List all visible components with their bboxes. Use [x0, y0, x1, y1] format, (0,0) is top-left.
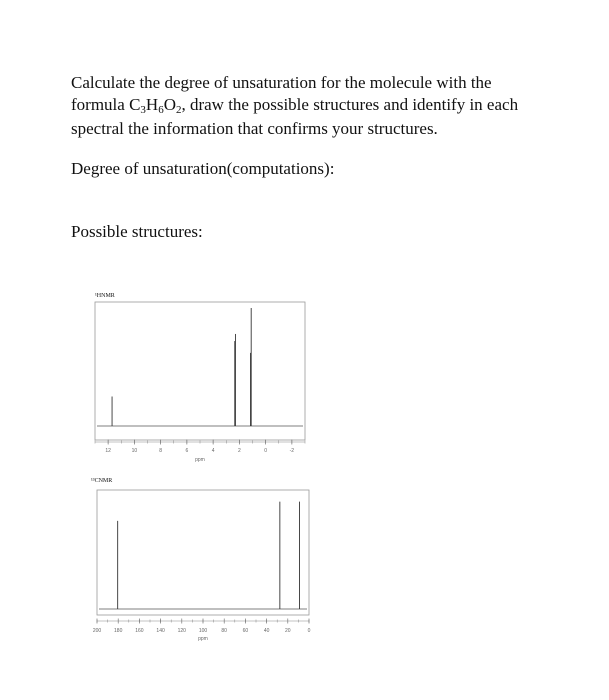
- hnmr-tick-label: 8: [159, 448, 163, 454]
- hnmr-tick-label: 4: [211, 448, 215, 454]
- question-text: [71, 72, 551, 140]
- cnmr-tick-label: 20: [285, 628, 291, 634]
- cnmr-spectrum-chart: [84, 487, 316, 647]
- hnmr-spectrum-chart: [93, 300, 308, 470]
- subscript-o: 2: [175, 104, 182, 116]
- hnmr-tick-label: 2: [237, 448, 241, 454]
- formula-prefix: formula C: [71, 95, 141, 114]
- hnmr-tick-label: 10: [131, 448, 138, 454]
- cnmr-tick-label: 160: [135, 628, 144, 634]
- cnmr-tick-label: 80: [221, 628, 227, 634]
- hnmr-tick-label: 12: [105, 448, 111, 454]
- cnmr-tick-label: 120: [177, 628, 186, 634]
- cnmr-tick-label: 60: [242, 628, 249, 634]
- hnmr-tick-label: 0: [264, 448, 268, 454]
- question-line-2: [71, 94, 551, 118]
- possible-structures-label: Possible structures:: [71, 222, 203, 241]
- question-line-1: Calculate the degree of unsaturation for the molecule with the: [71, 73, 492, 92]
- cnmr-tick-label: 200: [92, 628, 102, 634]
- degree-of-unsaturation-label: Degree of unsaturation(computations):: [71, 159, 335, 178]
- cnmr-xlabel: ppm: [198, 636, 208, 642]
- formula-o: O: [163, 95, 176, 114]
- hnmr-frame: [95, 302, 305, 440]
- formula-suffix: , draw the possible structures and identify in each: [181, 95, 519, 114]
- cnmr-frame: [97, 490, 309, 615]
- subscript-h: 6: [158, 104, 164, 116]
- cnmr-title: ¹³CNMR: [91, 478, 113, 484]
- question-line-3: spectral the information that confirms your structures.: [71, 119, 438, 138]
- cnmr-tick-label: 140: [156, 628, 165, 634]
- formula-h: H: [145, 95, 159, 114]
- cnmr-tick-label: 0: [307, 628, 311, 634]
- hnmr-title: ¹HNMR: [95, 293, 115, 299]
- hnmr-tick-label: -2: [289, 448, 295, 454]
- cnmr-tick-label: 100: [198, 628, 208, 634]
- subscript-c: 3: [140, 104, 146, 116]
- hnmr-xlabel: ppm: [195, 457, 205, 463]
- hnmr-tick-label: 6: [185, 448, 189, 454]
- cnmr-tick-label: 40: [263, 628, 270, 634]
- cnmr-tick-label: 180: [114, 628, 123, 634]
